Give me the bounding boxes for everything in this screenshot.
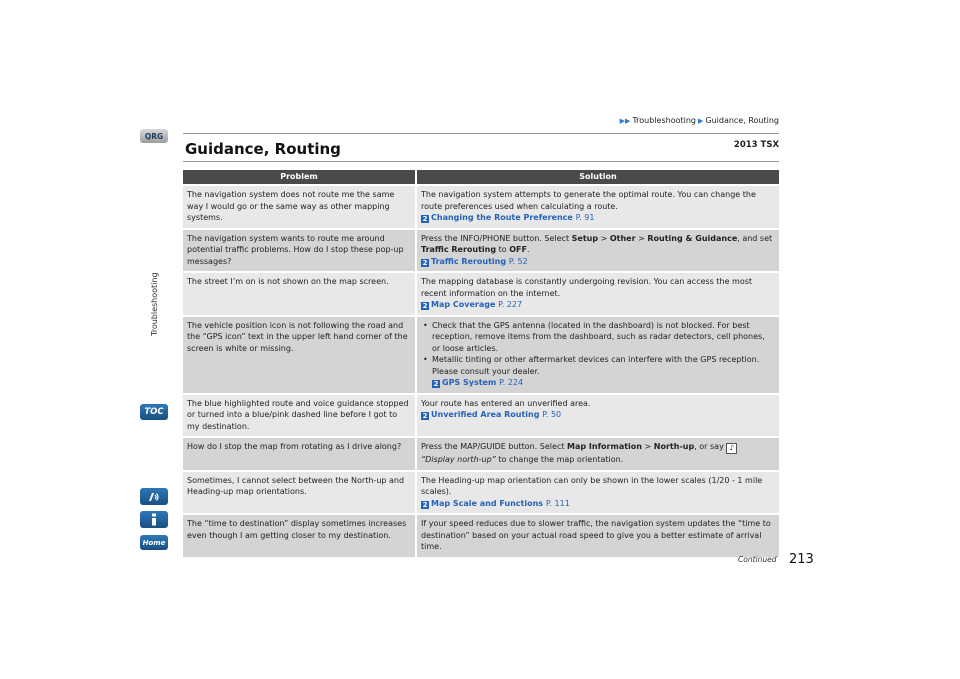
solution-text: Your route has entered an unverified area. [421, 398, 591, 408]
cross-reference-link[interactable]: 2 GPS System P. 224 [433, 378, 524, 388]
bullet-list [421, 320, 775, 389]
table-row [183, 471, 779, 515]
triangle-icon: ▶▶ [619, 116, 631, 125]
solution-text: The Heading-up map orientation can only be shown in the lower scales (1/20 - 1 mile scales). [421, 475, 763, 496]
cross-reference-link[interactable]: 2 Unverified Area Routing P. 50 [422, 410, 562, 420]
voice-command-button[interactable] [140, 488, 168, 505]
reference-arrow-icon: 2 [422, 302, 428, 310]
problem-cell: The vehicle position icon is not following the road and the “GPS icon” text in the upper left hand corner of the screen is white or missing. [183, 316, 416, 394]
solution-cell: Press the MAP/GUIDE button. Select Map Information > North-up, or say ♪ “Display north-up” to change the map orientation. [416, 437, 779, 471]
breadcrumb-section[interactable]: Troubleshooting [632, 116, 696, 125]
voice-command-icon [147, 491, 161, 503]
reference-arrow-icon: 2 [422, 215, 428, 223]
table-row [183, 185, 779, 229]
breadcrumb [620, 116, 779, 125]
toc-button[interactable]: TOC [140, 404, 168, 420]
solution-cell: If your speed reduces due to slower traffic, the navigation system updates the “time to destination” based on your actual road speed to give you a better estimate of arrival time. [416, 514, 779, 557]
problem-cell: Sometimes, I cannot select between the North-up and Heading-up map orientations. [183, 471, 416, 515]
page-number: 213 [789, 552, 814, 567]
solution-cell: Press the INFO/PHONE button. Select Setup > Other > Routing & Guidance, and set Traffic Rerouting to OFF. 2 Traffic Rerouting P. 52 [416, 229, 779, 273]
header-solution: Solution [416, 170, 779, 185]
reference-arrow-icon: 2 [433, 380, 439, 388]
solution-cell [416, 471, 779, 515]
cross-reference-link[interactable]: 2 Changing the Route Preference P. 91 [422, 213, 595, 223]
talk-button-icon: ♪ [726, 443, 737, 454]
home-button[interactable]: Home [140, 535, 168, 550]
reference-arrow-icon: 2 [422, 412, 428, 420]
reference-arrow-icon: 2 [422, 258, 428, 267]
cross-reference-link[interactable]: 2 Traffic Rerouting P. 52 [422, 256, 528, 267]
section-label: Troubleshooting [150, 272, 159, 336]
breadcrumb-page: Guidance, Routing [705, 116, 779, 125]
solution-cell [416, 185, 779, 229]
problem-cell: The “time to destination” display sometimes increases even though I am getting closer to my destination. [183, 514, 416, 557]
table-row [183, 394, 779, 438]
table-row [183, 514, 779, 557]
problem-cell: How do I stop the map from rotating as I drive along? [183, 437, 416, 471]
table-row [183, 437, 779, 471]
continued-label: Continued [738, 555, 777, 564]
table-header-row [183, 170, 779, 185]
solution-cell [416, 272, 779, 316]
solution-cell [416, 316, 779, 394]
page-title: Guidance, Routing [185, 140, 341, 158]
solution-text: The mapping database is constantly undergoing revision. You can access the most recent information on the internet. [421, 277, 753, 298]
cross-reference-link[interactable]: 2 Map Coverage P. 227 [422, 300, 523, 310]
title-rule [183, 161, 779, 162]
cross-reference-link[interactable]: 2 Map Scale and Functions P. 111 [422, 498, 570, 509]
troubleshooting-table [183, 170, 779, 557]
title-rule [183, 133, 779, 134]
problem-cell: The navigation system does not route me the same way I would go or the same way as other mapping systems. [183, 185, 416, 229]
reference-arrow-icon: 2 [422, 500, 428, 509]
qrg-button[interactable]: QRG [140, 129, 168, 143]
table-row [183, 316, 779, 394]
triangle-icon: ▶ [697, 116, 704, 125]
info-button[interactable] [140, 511, 168, 528]
solution-cell [416, 394, 779, 438]
table-row [183, 229, 779, 273]
problem-cell: The navigation system wants to route me around potential traffic problems. How do I stop these pop-up messages? [183, 229, 416, 273]
problem-cell: The blue highlighted route and voice guidance stopped or turned into a blue/pink dashed line before I got to my destination. [183, 394, 416, 438]
info-icon [149, 513, 159, 526]
header-problem: Problem [183, 170, 416, 185]
solution-text: The navigation system attempts to generate the optimal route. You can change the route preferences used when calculating a route. [421, 190, 756, 211]
model-label: 2013 TSX [733, 140, 779, 150]
table-row [183, 272, 779, 316]
problem-cell: The street I’m on is not shown on the map screen. [183, 272, 416, 316]
bullet-item: • Check that the GPS antenna (located in the dashboard) is not blocked. For best reception, remove items from the dashboard, such as radar detectors, cell phones, or loose articles. [432, 320, 775, 355]
bullet-item: • Metallic tinting or other aftermarket devices can interfere with the GPS reception. Please consult your dealer. 2 GPS System P. 224 [432, 354, 775, 389]
